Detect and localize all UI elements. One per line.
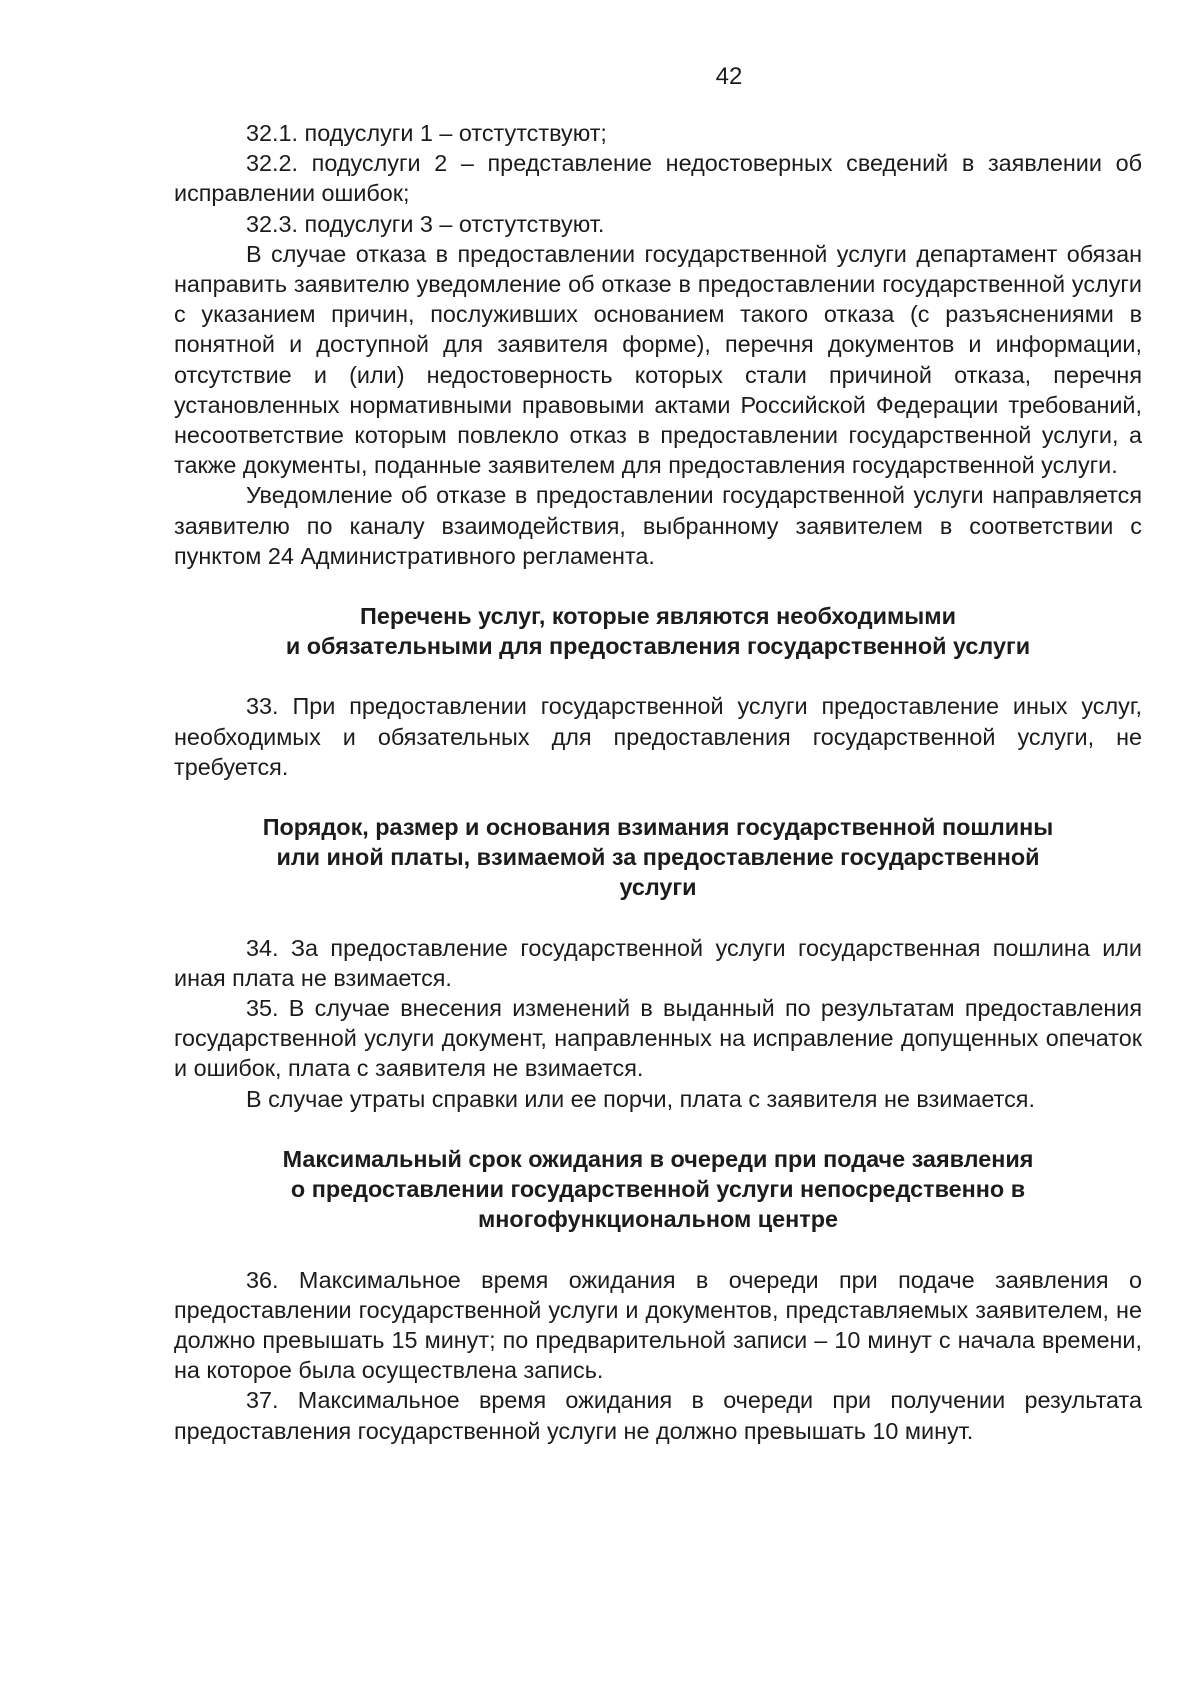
heading-line: или иной платы, взимаемой за предоставление государственной bbox=[276, 844, 1040, 871]
heading-line: Порядок, размер и основания взимания государственной пошлины bbox=[262, 814, 1054, 841]
heading-line: Перечень услуг, которые являются необходимыми bbox=[360, 603, 956, 630]
heading-line: и обязательными для предоставления государственной услуги bbox=[285, 633, 1031, 660]
paragraph-33: 33. При предоставлении государственной услуги предоставление иных услуг, необходимых и обязательных для предоставления государственной услуги, не требуется. bbox=[174, 693, 1142, 780]
document-body bbox=[174, 118, 1142, 1446]
page-number: 42 bbox=[715, 63, 743, 90]
section-heading-required-services bbox=[174, 601, 1142, 661]
paragraph-36: 36. Максимальное время ожидания в очереди при подаче заявления о предоставлении государственной услуги и документов, представляемых заявителем, не должно превышать 15 минут; по предварительной записи – 10 минут с начала времени, на которое была осуществлена запись. bbox=[174, 1266, 1142, 1384]
heading-line: Максимальный срок ожидания в очереди при подаче заявления bbox=[282, 1145, 1034, 1172]
section-heading-queue-time bbox=[174, 1144, 1142, 1235]
paragraph-refusal-notice: В случае отказа в предоставлении государственной услуги департамент обязан направить заявителю уведомление об отказе в предоставлении государственной услуги с указанием причин, послуживших основанием такого отказа (с разъяснениями в понятной и доступной для заявителя форме), перечня документов и информации, отсутствие и (или) недостоверность которых стали причиной отказа, перечня установленных нормативными правовыми актами Российской Федерации требований, несоответствие которым повлекло отказ в предоставлении государственной услуги, а также документы, поданные заявителем для предоставления государственной услуги. bbox=[174, 240, 1142, 479]
paragraph-35: 35. В случае внесения изменений в выданный по результатам предоставления государственной услуги документ, направленных на исправление допущенных опечаток и ошибок, плата с заявителя не взимается. bbox=[174, 995, 1142, 1082]
paragraph-32-3: 32.3. подуслуги 3 – отстутствуют. bbox=[246, 210, 605, 237]
paragraph-34: 34. За предоставление государственной услуги государственная пошлина или иная плата не взимается. bbox=[174, 934, 1142, 991]
section-heading-fee bbox=[174, 812, 1142, 903]
paragraph-notice-channel: Уведомление об отказе в предоставлении государственной услуги направляется заявителю по каналу взаимодействия, выбранному заявителем в соответствии с пунктом 24 Административного регламента. bbox=[174, 482, 1142, 569]
heading-line: о предоставлении государственной услуги непосредственно в bbox=[290, 1176, 1026, 1203]
heading-line: услуги bbox=[619, 874, 697, 901]
paragraph-32-1: 32.1. подуслуги 1 – отстутствуют; bbox=[246, 120, 607, 146]
heading-line: многофункциональном центре bbox=[477, 1206, 839, 1233]
paragraph-32-2: 32.2. подуслуги 2 – представление недостоверных сведений в заявлении об исправлении ошибок; bbox=[174, 150, 1142, 207]
paragraph-37: 37. Максимальное время ожидания в очереди при получении результата предоставления государственной услуги не должно превышать 10 минут. bbox=[174, 1387, 1142, 1444]
paragraph-lost-certificate: В случае утраты справки или ее порчи, плата с заявителя не взимается. bbox=[246, 1085, 1035, 1112]
